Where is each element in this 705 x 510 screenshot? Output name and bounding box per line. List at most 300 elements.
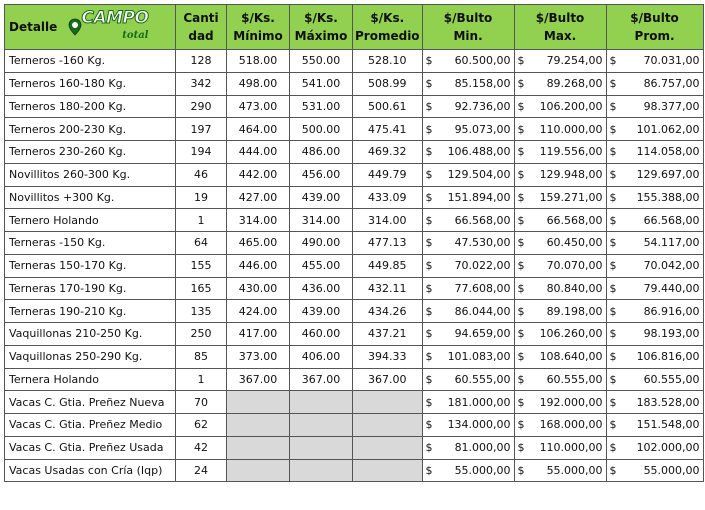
- cell-ks-promedio: 437.21: [353, 323, 423, 346]
- cell-ks-promedio: 433.09: [353, 186, 423, 209]
- cell-ks-minimo: 465.00: [227, 232, 290, 255]
- logo-text: CAMPO: [81, 7, 149, 28]
- logo-subtext: total: [122, 29, 149, 41]
- amount: 183.528,00: [636, 395, 700, 409]
- currency-symbol: $: [609, 372, 617, 386]
- cell-ks-maximo: 439.00: [290, 186, 353, 209]
- currency-symbol: $: [425, 145, 433, 159]
- cell-bulto-prom: [606, 459, 703, 482]
- table-row: [5, 254, 704, 277]
- location-pin-icon: [68, 18, 82, 36]
- cell-ks-promedio: 475.41: [353, 118, 423, 141]
- cell-detalle: Ternero Holando: [5, 209, 176, 232]
- amount: 60.450,00: [546, 236, 603, 250]
- currency-symbol: $: [517, 350, 525, 364]
- cell-detalle: Vacas C. Gtia. Preñez Medio: [5, 414, 176, 437]
- cell-ks-maximo: 314.00: [290, 209, 353, 232]
- currency-symbol: $: [425, 281, 433, 295]
- cell-ks-promedio: 508.99: [353, 72, 423, 95]
- cell-ks-maximo: 455.00: [290, 254, 353, 277]
- table-row: [5, 345, 704, 368]
- cell-ks-minimo: [227, 436, 290, 459]
- cell-detalle: Terneras 150-170 Kg.: [5, 254, 176, 277]
- currency-symbol: $: [425, 327, 433, 341]
- cell-bulto-max: [514, 186, 606, 209]
- cell-bulto-prom: [606, 209, 703, 232]
- cell-ks-promedio: 367.00: [353, 368, 423, 391]
- currency-symbol: $: [609, 259, 617, 273]
- currency-symbol: $: [517, 190, 525, 204]
- amount: 106.200,00: [539, 99, 603, 113]
- currency-symbol: $: [425, 168, 433, 182]
- cell-detalle: Vaquillonas 250-290 Kg.: [5, 345, 176, 368]
- amount: 106.260,00: [539, 327, 603, 341]
- cell-detalle: Terneros 200-230 Kg.: [5, 118, 176, 141]
- amount: 159.271,00: [539, 190, 603, 204]
- amount: 106.816,00: [636, 350, 700, 364]
- amount: 66.568,00: [454, 213, 511, 227]
- cell-ks-minimo: 314.00: [227, 209, 290, 232]
- cell-ks-maximo: [290, 414, 353, 437]
- cell-bulto-max: [514, 323, 606, 346]
- cell-cantidad: 62: [176, 414, 227, 437]
- currency-symbol: $: [517, 463, 525, 477]
- cell-bulto-min: [422, 50, 514, 73]
- amount: 89.268,00: [546, 77, 603, 91]
- cell-bulto-prom: [606, 345, 703, 368]
- header-bulto-min-line2: Min.: [453, 29, 483, 43]
- cell-bulto-prom: [606, 277, 703, 300]
- currency-symbol: $: [425, 463, 433, 477]
- amount: 55.000,00: [454, 463, 511, 477]
- amount: 101.062,00: [636, 122, 700, 136]
- table-row: [5, 414, 704, 437]
- currency-symbol: $: [517, 213, 525, 227]
- cell-detalle: Terneras 170-190 Kg.: [5, 277, 176, 300]
- cell-ks-minimo: [227, 459, 290, 482]
- cell-cantidad: 290: [176, 95, 227, 118]
- cell-detalle: Vacas C. Gtia. Preñez Usada: [5, 436, 176, 459]
- currency-symbol: $: [609, 122, 617, 136]
- cell-bulto-prom: [606, 254, 703, 277]
- amount: 155.388,00: [636, 190, 700, 204]
- cell-cantidad: 250: [176, 323, 227, 346]
- cell-detalle: Terneros 160-180 Kg.: [5, 72, 176, 95]
- currency-symbol: $: [517, 122, 525, 136]
- amount: 86.757,00: [643, 77, 700, 91]
- cell-ks-promedio: 469.32: [353, 141, 423, 164]
- amount: 66.568,00: [546, 213, 603, 227]
- cell-ks-maximo: [290, 459, 353, 482]
- currency-symbol: $: [609, 168, 617, 182]
- currency-symbol: $: [517, 236, 525, 250]
- cell-cantidad: 70: [176, 391, 227, 414]
- amount: 94.659,00: [454, 327, 511, 341]
- header-ks-promedio-line2: Promedio: [355, 29, 420, 43]
- cell-ks-maximo: 436.00: [290, 277, 353, 300]
- cell-bulto-max: [514, 72, 606, 95]
- table-row: [5, 72, 704, 95]
- amount: 60.500,00: [454, 54, 511, 68]
- amount: 192.000,00: [539, 395, 603, 409]
- cell-ks-minimo: 444.00: [227, 141, 290, 164]
- header-bulto-max-line2: Max.: [543, 29, 577, 43]
- currency-symbol: $: [425, 77, 433, 91]
- cell-cantidad: 24: [176, 459, 227, 482]
- amount: 92.736,00: [454, 99, 511, 113]
- table-row: [5, 436, 704, 459]
- cell-bulto-prom: [606, 300, 703, 323]
- amount: 110.000,00: [539, 122, 603, 136]
- amount: 181.000,00: [447, 395, 511, 409]
- amount: 86.044,00: [454, 304, 511, 318]
- cell-cantidad: 64: [176, 232, 227, 255]
- cell-ks-maximo: [290, 391, 353, 414]
- currency-symbol: $: [517, 395, 525, 409]
- table-row: [5, 141, 704, 164]
- cell-detalle: Terneros -160 Kg.: [5, 50, 176, 73]
- cell-bulto-min: [422, 254, 514, 277]
- cell-bulto-prom: [606, 50, 703, 73]
- amount: 110.000,00: [539, 441, 603, 455]
- cell-bulto-prom: [606, 232, 703, 255]
- cell-ks-maximo: 456.00: [290, 163, 353, 186]
- cell-cantidad: 165: [176, 277, 227, 300]
- currency-symbol: $: [425, 418, 433, 432]
- currency-symbol: $: [517, 99, 525, 113]
- cell-bulto-min: [422, 459, 514, 482]
- cell-ks-promedio: [353, 391, 423, 414]
- table-row: [5, 118, 704, 141]
- table-row: [5, 368, 704, 391]
- cell-bulto-max: [514, 414, 606, 437]
- cell-ks-minimo: 473.00: [227, 95, 290, 118]
- cell-bulto-min: [422, 391, 514, 414]
- amount: 47.530,00: [454, 236, 511, 250]
- currency-symbol: $: [425, 54, 433, 68]
- cell-cantidad: 342: [176, 72, 227, 95]
- cell-bulto-prom: [606, 118, 703, 141]
- currency-symbol: $: [609, 54, 617, 68]
- cell-cantidad: 194: [176, 141, 227, 164]
- amount: 60.555,00: [546, 372, 603, 386]
- header-bulto-max-line1: $/Bulto: [535, 11, 585, 25]
- cell-bulto-min: [422, 141, 514, 164]
- cell-ks-minimo: 430.00: [227, 277, 290, 300]
- amount: 98.193,00: [643, 327, 700, 341]
- cell-ks-minimo: 442.00: [227, 163, 290, 186]
- cell-ks-maximo: 490.00: [290, 232, 353, 255]
- cell-ks-minimo: 464.00: [227, 118, 290, 141]
- currency-symbol: $: [609, 463, 617, 477]
- header-detalle: [5, 5, 176, 50]
- cell-ks-minimo: 498.00: [227, 72, 290, 95]
- currency-symbol: $: [517, 145, 525, 159]
- cell-bulto-min: [422, 209, 514, 232]
- cell-ks-minimo: 373.00: [227, 345, 290, 368]
- amount: 119.556,00: [539, 145, 603, 159]
- table-row: [5, 50, 704, 73]
- currency-symbol: $: [517, 441, 525, 455]
- cell-ks-promedio: 500.61: [353, 95, 423, 118]
- currency-symbol: $: [517, 327, 525, 341]
- header-bulto-prom-line2: Prom.: [634, 29, 675, 43]
- currency-symbol: $: [425, 213, 433, 227]
- amount: 102.000,00: [636, 441, 700, 455]
- amount: 151.548,00: [636, 418, 700, 432]
- header-detalle-label: Detalle: [9, 19, 58, 34]
- amount: 70.031,00: [643, 54, 700, 68]
- cell-detalle: Vacas C. Gtia. Preñez Nueva: [5, 391, 176, 414]
- cell-detalle: Novillitos +300 Kg.: [5, 186, 176, 209]
- currency-symbol: $: [425, 236, 433, 250]
- cell-ks-promedio: 449.85: [353, 254, 423, 277]
- cell-ks-minimo: 518.00: [227, 50, 290, 73]
- amount: 106.488,00: [447, 145, 511, 159]
- currency-symbol: $: [425, 395, 433, 409]
- campo-total-logo: [68, 7, 149, 45]
- amount: 129.504,00: [447, 168, 511, 182]
- cell-ks-minimo: 427.00: [227, 186, 290, 209]
- amount: 79.440,00: [643, 281, 700, 295]
- cell-bulto-min: [422, 95, 514, 118]
- header-bulto-min-line1: $/Bulto: [443, 11, 493, 25]
- currency-symbol: $: [517, 259, 525, 273]
- currency-symbol: $: [517, 304, 525, 318]
- cell-bulto-prom: [606, 323, 703, 346]
- amount: 114.058,00: [636, 145, 700, 159]
- cell-ks-promedio: 314.00: [353, 209, 423, 232]
- table-row: [5, 391, 704, 414]
- currency-symbol: $: [517, 281, 525, 295]
- table-row: [5, 209, 704, 232]
- amount: 95.073,00: [454, 122, 511, 136]
- cell-ks-minimo: 417.00: [227, 323, 290, 346]
- currency-symbol: $: [425, 190, 433, 204]
- header-ks-promedio-line1: $/Ks.: [370, 11, 405, 25]
- cell-bulto-max: [514, 459, 606, 482]
- amount: 70.070,00: [546, 259, 603, 273]
- cell-ks-maximo: 550.00: [290, 50, 353, 73]
- currency-symbol: $: [517, 77, 525, 91]
- cell-bulto-min: [422, 118, 514, 141]
- amount: 66.568,00: [643, 213, 700, 227]
- cell-ks-minimo: [227, 414, 290, 437]
- amount: 70.042,00: [643, 259, 700, 273]
- header-ks-promedio: [353, 5, 423, 50]
- cell-ks-promedio: 394.33: [353, 345, 423, 368]
- header-ks-minimo-line2: Mínimo: [233, 29, 283, 43]
- currency-symbol: $: [517, 418, 525, 432]
- cell-bulto-max: [514, 391, 606, 414]
- currency-symbol: $: [425, 259, 433, 273]
- amount: 85.158,00: [454, 77, 511, 91]
- table-body: [5, 50, 704, 482]
- cell-bulto-min: [422, 368, 514, 391]
- cell-bulto-max: [514, 345, 606, 368]
- cell-ks-maximo: 486.00: [290, 141, 353, 164]
- currency-symbol: $: [425, 122, 433, 136]
- amount: 89.198,00: [546, 304, 603, 318]
- table-row: [5, 95, 704, 118]
- amount: 101.083,00: [447, 350, 511, 364]
- cell-bulto-max: [514, 300, 606, 323]
- cell-detalle: Terneros 230-260 Kg.: [5, 141, 176, 164]
- cell-bulto-min: [422, 345, 514, 368]
- table-row: [5, 163, 704, 186]
- cell-bulto-max: [514, 163, 606, 186]
- cell-ks-maximo: 541.00: [290, 72, 353, 95]
- cell-ks-maximo: [290, 436, 353, 459]
- currency-symbol: $: [425, 372, 433, 386]
- currency-symbol: $: [517, 168, 525, 182]
- amount: 129.948,00: [539, 168, 603, 182]
- cell-cantidad: 85: [176, 345, 227, 368]
- cell-cantidad: 46: [176, 163, 227, 186]
- cell-detalle: Terneros 180-200 Kg.: [5, 95, 176, 118]
- cell-cantidad: 19: [176, 186, 227, 209]
- currency-symbol: $: [609, 350, 617, 364]
- cell-bulto-prom: [606, 186, 703, 209]
- currency-symbol: $: [425, 441, 433, 455]
- cell-bulto-prom: [606, 141, 703, 164]
- cell-bulto-max: [514, 232, 606, 255]
- cell-ks-minimo: 424.00: [227, 300, 290, 323]
- cell-cantidad: 1: [176, 209, 227, 232]
- currency-symbol: $: [609, 236, 617, 250]
- amount: 70.022,00: [454, 259, 511, 273]
- currency-symbol: $: [609, 441, 617, 455]
- cell-ks-minimo: 367.00: [227, 368, 290, 391]
- table-row: [5, 459, 704, 482]
- cell-cantidad: 42: [176, 436, 227, 459]
- cell-bulto-max: [514, 436, 606, 459]
- cell-ks-promedio: [353, 414, 423, 437]
- cell-detalle: Novillitos 260-300 Kg.: [5, 163, 176, 186]
- cell-ks-maximo: 460.00: [290, 323, 353, 346]
- table-row: [5, 300, 704, 323]
- table-row: [5, 277, 704, 300]
- header-bulto-max: [514, 5, 606, 50]
- header-ks-maximo: [290, 5, 353, 50]
- cell-ks-promedio: 432.11: [353, 277, 423, 300]
- amount: 60.555,00: [643, 372, 700, 386]
- cell-bulto-prom: [606, 414, 703, 437]
- cell-bulto-max: [514, 277, 606, 300]
- cell-bulto-min: [422, 186, 514, 209]
- cell-ks-promedio: 528.10: [353, 50, 423, 73]
- cell-ks-maximo: 406.00: [290, 345, 353, 368]
- table-row: [5, 323, 704, 346]
- amount: 108.640,00: [539, 350, 603, 364]
- cell-ks-maximo: 531.00: [290, 95, 353, 118]
- currency-symbol: $: [609, 145, 617, 159]
- cell-detalle: Terneras -150 Kg.: [5, 232, 176, 255]
- cell-ks-promedio: [353, 459, 423, 482]
- cell-bulto-min: [422, 72, 514, 95]
- cell-ks-promedio: [353, 436, 423, 459]
- cell-bulto-min: [422, 323, 514, 346]
- cell-bulto-max: [514, 50, 606, 73]
- cell-ks-maximo: 439.00: [290, 300, 353, 323]
- header-cantidad: [176, 5, 227, 50]
- cell-ks-minimo: 446.00: [227, 254, 290, 277]
- header-bulto-prom-line1: $/Bulto: [630, 11, 679, 25]
- cell-ks-minimo: [227, 391, 290, 414]
- cell-bulto-prom: [606, 368, 703, 391]
- header-bulto-min: [422, 5, 514, 50]
- cell-detalle: Vaquillonas 210-250 Kg.: [5, 323, 176, 346]
- cell-cantidad: 128: [176, 50, 227, 73]
- amount: 60.555,00: [454, 372, 511, 386]
- cell-bulto-prom: [606, 163, 703, 186]
- header-ks-minimo-line1: $/Ks.: [241, 11, 275, 25]
- header-ks-maximo-line1: $/Ks.: [304, 11, 338, 25]
- header-cantidad-line1: Canti: [183, 11, 219, 25]
- currency-symbol: $: [425, 350, 433, 364]
- cell-bulto-max: [514, 209, 606, 232]
- price-table: [4, 4, 704, 482]
- cell-bulto-min: [422, 414, 514, 437]
- header-cantidad-line2: dad: [188, 29, 214, 43]
- currency-symbol: $: [517, 54, 525, 68]
- currency-symbol: $: [609, 213, 617, 227]
- cell-bulto-max: [514, 118, 606, 141]
- cell-bulto-prom: [606, 391, 703, 414]
- currency-symbol: $: [609, 281, 617, 295]
- cell-ks-promedio: 434.26: [353, 300, 423, 323]
- currency-symbol: $: [609, 418, 617, 432]
- cell-cantidad: 135: [176, 300, 227, 323]
- amount: 79.254,00: [546, 54, 603, 68]
- currency-symbol: $: [609, 99, 617, 113]
- amount: 81.000,00: [454, 441, 511, 455]
- cell-bulto-max: [514, 368, 606, 391]
- cell-cantidad: 197: [176, 118, 227, 141]
- cell-ks-promedio: 477.13: [353, 232, 423, 255]
- table-row: [5, 232, 704, 255]
- amount: 151.894,00: [447, 190, 511, 204]
- cell-bulto-prom: [606, 436, 703, 459]
- cell-bulto-prom: [606, 72, 703, 95]
- price-table-container: [4, 4, 704, 482]
- cell-bulto-max: [514, 95, 606, 118]
- table-header: [5, 5, 704, 50]
- cell-bulto-min: [422, 163, 514, 186]
- cell-detalle: Terneras 190-210 Kg.: [5, 300, 176, 323]
- currency-symbol: $: [609, 395, 617, 409]
- cell-bulto-max: [514, 141, 606, 164]
- currency-symbol: $: [609, 304, 617, 318]
- currency-symbol: $: [609, 327, 617, 341]
- cell-ks-maximo: 500.00: [290, 118, 353, 141]
- currency-symbol: $: [425, 99, 433, 113]
- amount: 134.000,00: [447, 418, 511, 432]
- currency-symbol: $: [609, 190, 617, 204]
- cell-bulto-min: [422, 232, 514, 255]
- amount: 80.840,00: [546, 281, 603, 295]
- header-bulto-prom: [606, 5, 703, 50]
- cell-ks-maximo: 367.00: [290, 368, 353, 391]
- amount: 86.916,00: [643, 304, 700, 318]
- amount: 168.000,00: [539, 418, 603, 432]
- amount: 129.697,00: [636, 168, 700, 182]
- table-row: [5, 186, 704, 209]
- cell-detalle: Ternera Holando: [5, 368, 176, 391]
- cell-bulto-min: [422, 436, 514, 459]
- cell-bulto-min: [422, 300, 514, 323]
- amount: 77.608,00: [454, 281, 511, 295]
